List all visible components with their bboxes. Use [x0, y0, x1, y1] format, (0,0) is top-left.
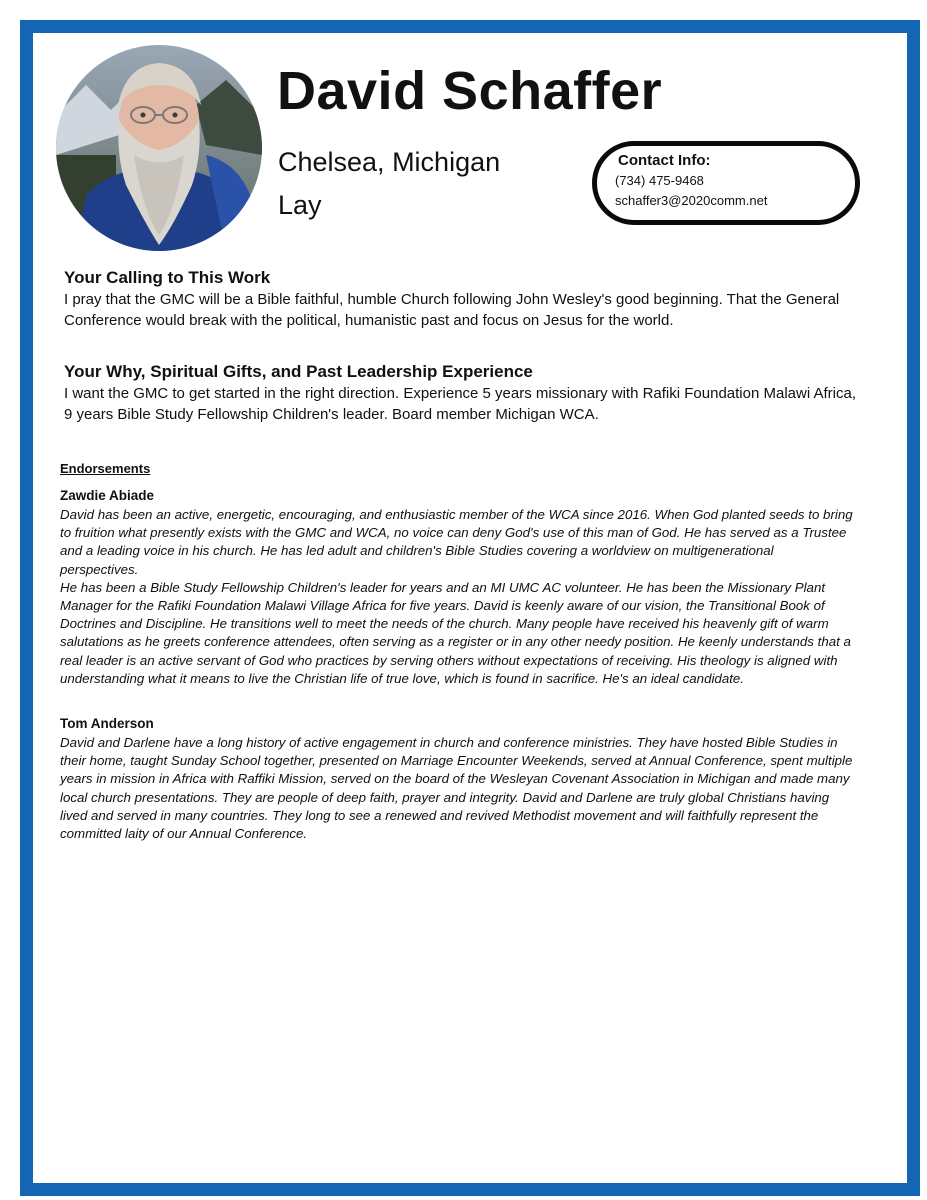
endorser-name: Tom Anderson — [60, 716, 154, 731]
candidate-role: Lay — [278, 190, 322, 220]
candidate-photo — [56, 45, 262, 251]
contact-title: Contact Info: — [618, 152, 711, 169]
endorsement-item — [60, 488, 855, 688]
contact-phone: (734) 475-9468 — [615, 173, 704, 188]
contact-box — [592, 141, 860, 225]
endorsement-text: David and Darlene have a long history of active engagement in church and conference ministries. They have hosted Bible Studies in their home, taught Sunday School together, presented on Marriage Encounter Weekends, served at Annual Conference, spent multiple years in mission in Africa with Raffiki Mission, served on the board of the Wesleyan Covenant Association in Michigan and made many local church presentations. They are people of deep faith, prayer and integrity. David and Darlene are truly global Christians having lived and served in many countries. They long to see a renewed and revived Methodist movement and will faithfully represent the committed laity of our Annual Conference. — [60, 735, 853, 842]
candidate-location: Chelsea, Michigan — [278, 147, 501, 177]
calling-heading: Your Calling to This Work — [64, 268, 271, 287]
calling-section — [64, 268, 864, 331]
why-section — [64, 362, 864, 425]
endorser-name: Zawdie Abiade — [60, 488, 155, 503]
endorsement-item — [60, 716, 855, 843]
endorsement-text: David has been an active, energetic, encouraging, and enthusiastic member of the WCA since 2016. When God planted seeds to bring to fruition what presently exists with the GMC and WCA, no voice can deny God's use of this man of God. He has served as a Trustee and a leading voice in his church. He has led adult and children's Bible Studies covering a worldview on multigenerational perspectives. — [60, 507, 853, 577]
portrait-image — [56, 45, 262, 251]
why-text: I want the GMC to get started in the right direction. Experience 5 years missionary with Rafiki Foundation Malawi Africa, 9 years Bible Study Fellowship Children's leader. Board member Michigan WCA. — [64, 385, 857, 423]
endorsements-heading: Endorsements — [60, 461, 151, 476]
contact-email: schaffer3@2020comm.net — [615, 193, 768, 208]
calling-text: I pray that the GMC will be a Bible faithful, humble Church following John Wesley's good beginning. That the General Conference would break with the political, humanistic past and focus on Jesus for the world. — [64, 291, 840, 329]
endorsement-text: He has been a Bible Study Fellowship Children's leader for years and an MI UMC AC volunteer. He has been the Missionary Plant Manager for the Rafiki Foundation Malawi Village Africa for five years. David is keenly aware of our vision, the Transitional Book of Doctrines and Discipline. He transitions well to meet the needs of the church. Many people have received his heavenly gift of warm salutations as he greets conference attendees, often serving as a register or in any other needy position. He keenly understands that a real leader is an active servant of God who practices by serving others without expectations of receiving. His theology is aligned with understanding what it means to live the Christian life of true love, which is found in sacrifice. He's an ideal candidate. — [60, 579, 851, 686]
why-heading: Your Why, Spiritual Gifts, and Past Leadership Experience — [64, 362, 533, 381]
candidate-name: David Schaffer — [277, 61, 663, 121]
